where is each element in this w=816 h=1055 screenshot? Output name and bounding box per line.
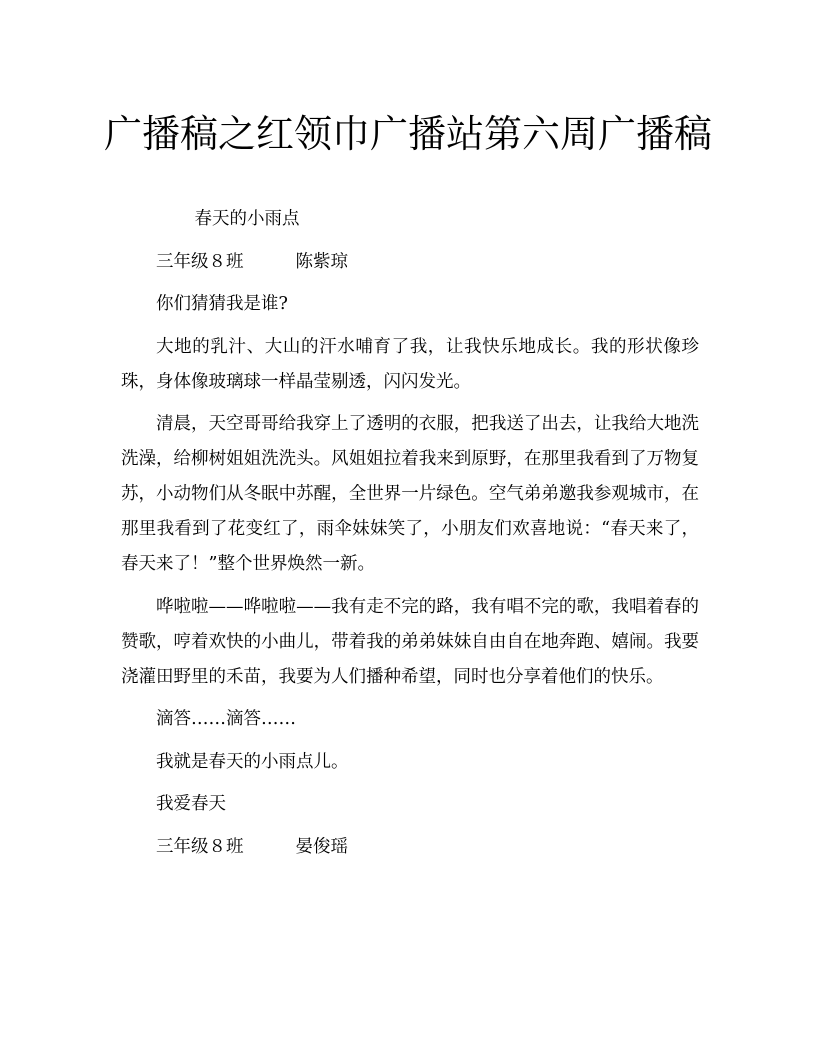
byline-class: 三年级８班 [156, 251, 244, 272]
paragraph-heading: 我爱春天 [156, 794, 226, 814]
document-body [121, 202, 699, 872]
paragraph: 我就是春天的小雨点儿。 [156, 751, 349, 772]
byline-1 [121, 245, 699, 280]
paragraph: 大地的乳汁、大山的汗水哺育了我，让我快乐地成长。我的形状像珍珠，身体像玻璃球一样晶莹剔透，闪闪发光。 [121, 336, 699, 392]
paragraph: 你们猜猜我是谁? [156, 294, 288, 314]
byline-2 [121, 830, 699, 865]
document-title: 广播稿之红领巾广播站第六周广播稿 [103, 112, 712, 156]
article-subtitle: 春天的小雨点 [194, 209, 300, 229]
paragraph: 清晨，天空哥哥给我穿上了透明的衣服，把我送了出去，让我给大地洗洗澡，给柳树姐姐洗洗头。风姐姐拉着我来到原野，在那里我看到了万物复苏，小动物们从冬眠中苏醒，全世界一片绿色。空气弟弟邀我参观城市，在那里我看到了花变红了，雨伞妹妹笑了，小朋友们欢喜地说：“春天来了，春天来了！”整个世界焕然一新。 [121, 414, 699, 574]
byline-class: 三年级８班 [156, 836, 244, 857]
paragraph: 滴答……滴答…… [156, 709, 296, 729]
byline-author: 晏俊瑶 [295, 836, 348, 857]
paragraph: 哗啦啦——哗啦啦——我有走不完的路，我有唱不完的歌，我唱着春的赞歌，哼着欢快的小曲儿，带着我的弟弟妹妹自由自在地奔跑、嬉闹。我要浇灌田野里的禾苗，我要为人们播种希望，同时也分享着他们的快乐。 [121, 596, 699, 687]
byline-author: 陈紫琼 [295, 251, 348, 272]
